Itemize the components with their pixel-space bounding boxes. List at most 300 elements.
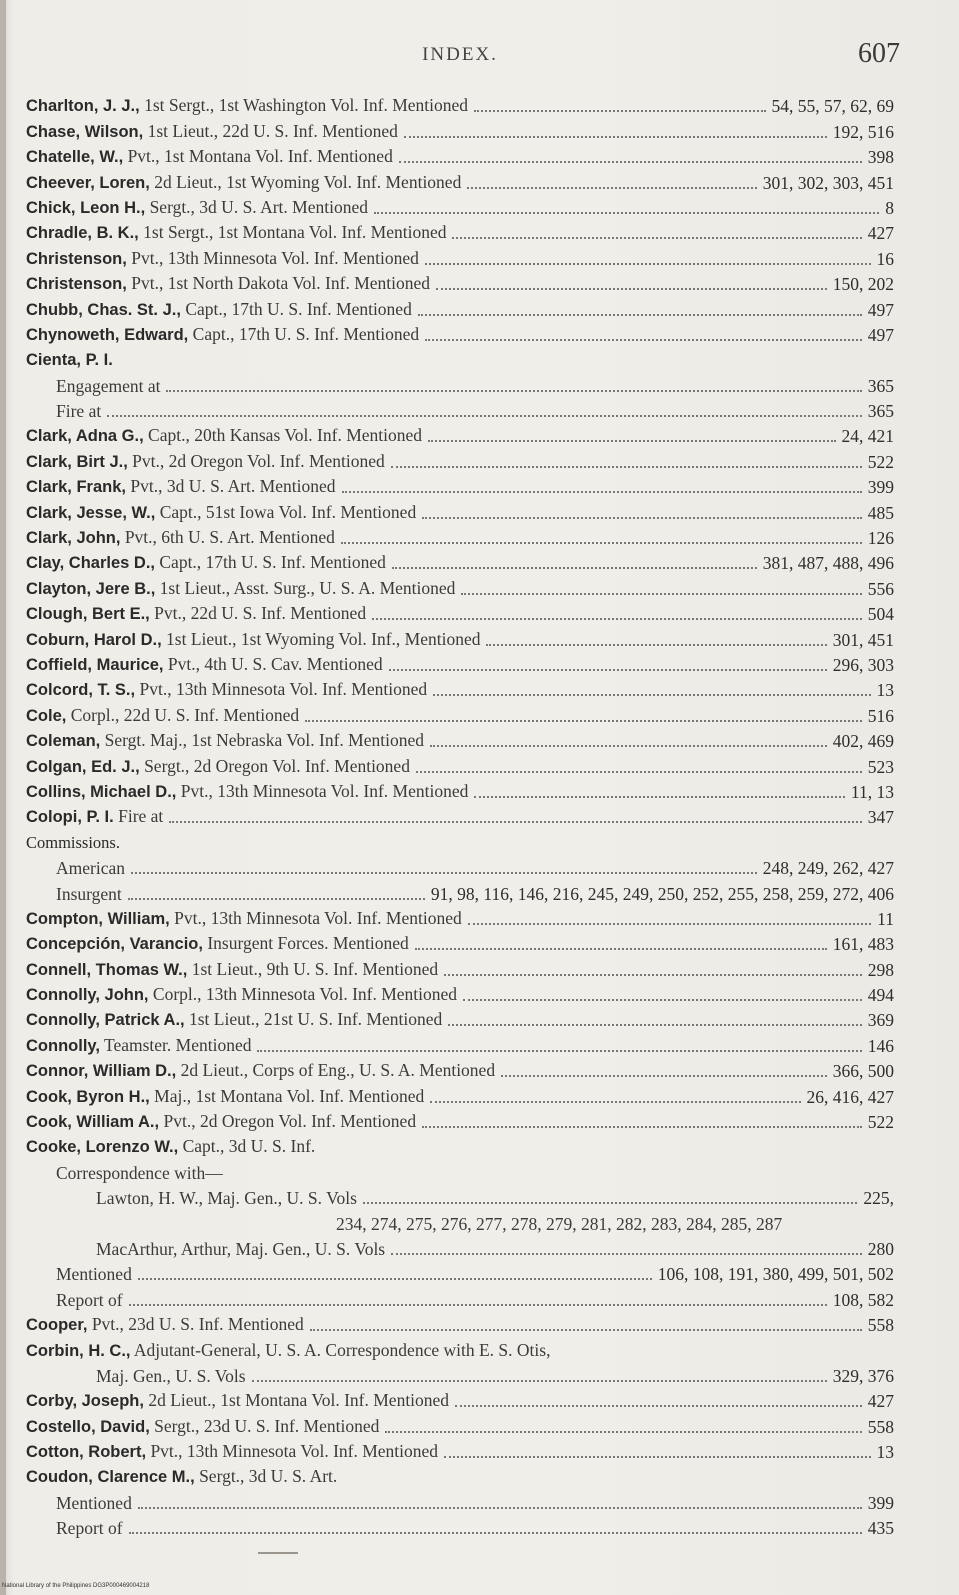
- entry-name: Chradle, B. K.,: [26, 224, 139, 243]
- index-entry: [26, 1184, 894, 1209]
- leader-dots: [444, 1456, 870, 1458]
- entry-text: [26, 1465, 337, 1488]
- entry-name: Coffield, Maurice,: [26, 655, 164, 674]
- leader-dots: [392, 567, 757, 569]
- entry-text: [336, 1213, 782, 1235]
- entry-name: Christenson,: [26, 249, 127, 268]
- leader-dots: [428, 440, 835, 442]
- entry-text: [26, 501, 416, 524]
- entry-pages: 298: [867, 959, 894, 980]
- entry-text: [56, 857, 125, 879]
- entry-pages: 558: [867, 1416, 894, 1437]
- index-entry: [26, 1235, 894, 1260]
- entry-description: MacArthur, Arthur, Maj. Gen., U. S. Vols: [96, 1238, 386, 1259]
- entry-pages: 54, 55, 57, 62, 69: [771, 96, 894, 117]
- leader-dots: [305, 720, 862, 722]
- entry-description: Mentioned: [56, 1264, 132, 1285]
- leader-dots: [129, 1304, 827, 1306]
- entry-name: Chynoweth, Edward,: [26, 325, 189, 344]
- index-entry: [26, 524, 894, 549]
- index-entry: [26, 447, 894, 472]
- entry-name: Christenson,: [26, 275, 127, 294]
- entry-pages: 369: [867, 1010, 894, 1031]
- footer-note: National Library of the Philippines DG3P000469004218: [2, 1583, 150, 1589]
- entry-name: Collins, Michael D.,: [26, 782, 177, 801]
- entry-description: Pvt., 13th Minnesota Vol. Inf. Mentioned: [169, 907, 462, 928]
- index-entry: [26, 1514, 894, 1539]
- index-entry: [26, 92, 894, 117]
- entry-pages: 108, 582: [832, 1289, 894, 1310]
- entry-name: Cooke, Lorenzo W.,: [26, 1138, 179, 1157]
- leader-dots: [342, 491, 862, 493]
- entry-text: [26, 526, 335, 549]
- entry-description: Correspondence with—: [56, 1162, 223, 1183]
- entry-text: [26, 577, 455, 600]
- entry-text: [26, 831, 120, 854]
- entry-name: Coleman,: [26, 732, 101, 751]
- leader-dots: [422, 517, 862, 519]
- index-entry: [26, 752, 894, 777]
- entry-description: 2d Lieut., 1st Montana Vol. Inf. Mentioned: [143, 1390, 450, 1411]
- entry-description: Capt., 17th U. S. Inf. Mentioned: [155, 552, 386, 573]
- leader-dots: [363, 1202, 857, 1204]
- entry-description: Maj. Gen., U. S. Vols: [96, 1365, 246, 1386]
- entry-text: [26, 1415, 379, 1438]
- entry-text: [26, 196, 368, 219]
- entry-description: Adjutant-General, U. S. A. Correspondence with E. S. Otis,: [130, 1339, 551, 1360]
- entry-name: Connolly, John,: [26, 986, 149, 1005]
- entry-text: [26, 272, 430, 295]
- entry-pages: 485: [867, 502, 894, 523]
- entry-description: Capt., 20th Kansas Vol. Inf. Mentioned: [143, 425, 423, 446]
- index-entry: [26, 828, 894, 853]
- entry-description: Sergt. Maj., 1st Nebraska Vol. Inf. Mentioned: [100, 730, 424, 751]
- entry-pages: 365: [867, 375, 894, 396]
- page-binding-edge: [0, 0, 6, 1595]
- entry-description: Capt., 3d U. S. Inf.: [178, 1136, 316, 1157]
- entry-name: Colopi, P. I.: [26, 808, 114, 827]
- leader-dots: [169, 821, 861, 823]
- entry-name: Chick, Leon H.,: [26, 198, 146, 217]
- entry-text: [26, 704, 299, 727]
- entry-name: Commissions.: [26, 832, 120, 852]
- leader-dots: [166, 390, 861, 392]
- entry-text: [26, 907, 462, 930]
- index-entry: [26, 1438, 894, 1463]
- entry-text: [26, 120, 398, 143]
- entry-text: [56, 1517, 123, 1539]
- entry-text: [26, 1339, 550, 1362]
- entry-name: Charlton, J. J.,: [26, 97, 140, 116]
- index-entries: [26, 92, 894, 1539]
- leader-dots: [486, 644, 826, 646]
- entry-description: Pvt., 1st Montana Vol. Inf. Mentioned: [123, 146, 393, 167]
- entry-text: [26, 323, 419, 346]
- index-entry: [26, 321, 894, 346]
- entry-text: [26, 1034, 251, 1057]
- entry-pages: 556: [867, 578, 894, 599]
- leader-dots: [474, 796, 845, 798]
- entry-pages: 13: [876, 680, 894, 701]
- index-entry: [26, 1260, 894, 1285]
- entry-name: Colgan, Ed. J.,: [26, 757, 140, 776]
- entry-pages: 427: [867, 223, 894, 244]
- entry-name: Corby, Joseph,: [26, 1392, 144, 1411]
- entry-description: Pvt., 4th U. S. Cav. Mentioned: [163, 653, 383, 674]
- index-entry: [26, 1133, 894, 1158]
- leader-dots: [418, 314, 862, 316]
- entry-pages: 225,: [863, 1188, 894, 1209]
- entry-text: [26, 348, 113, 371]
- entry-text: [26, 602, 366, 625]
- index-entry: [26, 244, 894, 269]
- leader-dots: [374, 212, 879, 214]
- entry-text: [26, 628, 480, 651]
- index-entry: [26, 1311, 894, 1336]
- entry-text: [96, 1365, 246, 1387]
- entry-name: Costello, David,: [26, 1417, 150, 1436]
- entry-description: 1st Lieut., 22d U. S. Inf. Mentioned: [143, 120, 398, 141]
- entry-name: Cook, William A.,: [26, 1113, 160, 1132]
- entry-description: Capt., 51st Iowa Vol. Inf. Mentioned: [155, 501, 417, 522]
- entry-pages: 301, 451: [832, 629, 894, 650]
- entry-text: [26, 983, 457, 1006]
- entry-text: [26, 145, 393, 168]
- entry-pages: 11, 13: [850, 781, 894, 802]
- entry-text: [96, 1187, 357, 1209]
- entry-text: [26, 551, 386, 574]
- leader-dots: [501, 1075, 827, 1077]
- entry-name: Chatelle, W.,: [26, 148, 124, 167]
- entry-text: [96, 1238, 385, 1260]
- entry-name: Corbin, H. C.,: [26, 1341, 131, 1360]
- index-entry: [26, 778, 894, 803]
- entry-description: Pvt., 6th U. S. Art. Mentioned: [120, 527, 335, 548]
- entry-pages: 329, 376: [832, 1365, 894, 1386]
- leader-dots: [463, 999, 862, 1001]
- entry-text: [26, 475, 336, 498]
- entry-description: Pvt., 13th Minnesota Vol. Inf. Mentioned: [146, 1441, 439, 1462]
- entry-text: [26, 1110, 416, 1133]
- index-entry: [26, 194, 894, 219]
- entry-name: Clark, Frank,: [26, 478, 126, 497]
- index-entry: [26, 371, 894, 396]
- entry-name: Chubb, Chas. St. J.,: [26, 300, 181, 319]
- leader-dots: [252, 1380, 827, 1382]
- index-entry: [26, 397, 894, 422]
- entry-text: [56, 400, 101, 422]
- entry-pages: 16: [876, 248, 894, 269]
- entry-description: Pvt., 23d U. S. Inf. Mentioned: [87, 1314, 304, 1335]
- entry-text: [26, 1085, 424, 1108]
- entry-description: Sergt., 23d U. S. Inf. Mentioned: [149, 1415, 380, 1436]
- entry-name: Coburn, Harol D.,: [26, 630, 162, 649]
- entry-description: Pvt., 1st North Dakota Vol. Inf. Mentioned: [126, 273, 431, 294]
- entry-pages: 161, 483: [832, 934, 894, 955]
- entry-text: [26, 755, 410, 778]
- entry-description: Capt., 17th U. S. Inf. Mentioned: [180, 298, 412, 319]
- leader-dots: [436, 288, 827, 290]
- index-entry: [26, 1108, 894, 1133]
- entry-description: Corpl., 22d U. S. Inf. Mentioned: [66, 704, 300, 725]
- entry-pages: 347: [867, 807, 894, 828]
- entry-pages: 497: [867, 299, 894, 320]
- index-entry: [26, 549, 894, 574]
- leader-dots: [310, 1329, 862, 1331]
- index-entry: [26, 1362, 894, 1387]
- index-entry: [26, 574, 894, 599]
- index-entry: [26, 879, 894, 904]
- index-entry: [26, 955, 894, 980]
- entry-pages: 150, 202: [832, 274, 894, 295]
- leader-dots: [391, 1253, 862, 1255]
- entry-description: Maj., 1st Montana Vol. Inf. Mentioned: [149, 1085, 425, 1106]
- leader-dots: [422, 1126, 862, 1128]
- entry-text: [26, 653, 383, 676]
- entry-name: Concepción, Varancio,: [26, 935, 203, 954]
- entry-text: [56, 1289, 123, 1311]
- entry-description: Pvt., 13th Minnesota Vol. Inf. Mentioned: [135, 679, 428, 700]
- entry-text: [26, 1008, 442, 1031]
- index-entry: [26, 219, 894, 244]
- leader-dots: [468, 923, 871, 925]
- entry-description: Insurgent Forces. Mentioned: [202, 933, 409, 954]
- entry-text: [26, 678, 427, 701]
- entry-description: Capt., 17th U. S. Inf. Mentioned: [188, 323, 420, 344]
- index-entry: [26, 1057, 894, 1082]
- entry-pages: 91, 98, 116, 146, 216, 245, 249, 250, 252, 255, 258, 259, 272, 406: [430, 883, 894, 904]
- index-entry: [26, 295, 894, 320]
- leader-dots: [257, 1050, 861, 1052]
- entry-description: Fire at: [56, 401, 102, 422]
- entry-description: Sergt., 2d Oregon Vol. Inf. Mentioned: [139, 755, 410, 776]
- entry-text: [56, 883, 122, 905]
- entry-pages: 8: [885, 197, 894, 218]
- leader-dots: [474, 110, 765, 112]
- index-entry: [26, 1488, 894, 1513]
- index-entry: [26, 422, 894, 447]
- entry-text: [26, 1135, 315, 1158]
- index-entry: [26, 651, 894, 676]
- entry-pages: 494: [867, 985, 894, 1006]
- entry-pages: 399: [867, 477, 894, 498]
- leader-dots: [416, 771, 862, 773]
- footer-rule: [258, 1552, 298, 1554]
- leader-dots: [467, 187, 756, 189]
- entry-pages: 126: [867, 528, 894, 549]
- index-entry: [26, 676, 894, 701]
- index-entry: [26, 473, 894, 498]
- entry-text: [26, 1313, 304, 1336]
- entry-description: 1st Lieut., 9th U. S. Inf. Mentioned: [187, 958, 439, 979]
- index-entry: [26, 600, 894, 625]
- index-entry: [26, 1031, 894, 1056]
- leader-dots: [128, 898, 425, 900]
- entry-name: Cienta, P. I.: [26, 351, 113, 370]
- entry-text: [26, 450, 385, 473]
- entry-pages: 365: [867, 401, 894, 422]
- entry-pages: 13: [876, 1442, 894, 1463]
- leader-dots: [404, 136, 827, 138]
- leader-dots: [138, 1278, 652, 1280]
- entry-name: Clayton, Jere B.,: [26, 579, 156, 598]
- page-number: 607: [858, 38, 900, 69]
- entry-text: [26, 298, 412, 321]
- entry-description: Lawton, H. W., Maj. Gen., U. S. Vols: [96, 1188, 357, 1209]
- entry-text: [26, 1440, 438, 1463]
- entry-name: Chase, Wilson,: [26, 122, 144, 141]
- index-entry: [26, 1412, 894, 1437]
- index-entry: [26, 625, 894, 650]
- entry-description: Pvt., 2d Oregon Vol. Inf. Mentioned: [127, 450, 385, 471]
- entry-pages: 26, 416, 427: [806, 1086, 894, 1107]
- entry-name: Colcord, T. S.,: [26, 681, 136, 700]
- leader-dots: [107, 415, 862, 417]
- entry-text: [26, 247, 419, 270]
- index-entry: [26, 1209, 894, 1234]
- entry-description: Pvt., 13th Minnesota Vol. Inf. Mentioned: [126, 247, 419, 268]
- entry-name: Cook, Byron H.,: [26, 1087, 150, 1106]
- entry-name: Compton, William,: [26, 909, 170, 928]
- entry-text: [26, 94, 468, 117]
- entry-name: Clark, Jesse, W.,: [26, 503, 156, 522]
- entry-pages: 398: [867, 147, 894, 168]
- entry-description: American: [56, 858, 125, 879]
- entry-pages: 192, 516: [832, 121, 894, 142]
- entry-description: Corpl., 13th Minnesota Vol. Inf. Mentioned: [148, 984, 458, 1005]
- index-entry: [26, 930, 894, 955]
- leader-dots: [415, 948, 827, 950]
- entry-pages: 497: [867, 324, 894, 345]
- entry-text: [56, 1263, 132, 1285]
- entry-description: 2d Lieut., 1st Wyoming Vol. Inf. Mentioned: [149, 171, 462, 192]
- entry-pages: 301, 302, 303, 451: [762, 172, 894, 193]
- entry-pages: 106, 108, 191, 380, 499, 501, 502: [657, 1264, 894, 1285]
- entry-name: Cooper,: [26, 1316, 88, 1335]
- entry-description: 2d Lieut., Corps of Eng., U. S. A. Mentioned: [176, 1060, 496, 1081]
- entry-pages: 296, 303: [832, 654, 894, 675]
- entry-pages: 523: [867, 756, 894, 777]
- index-entry: [26, 981, 894, 1006]
- entry-pages: 24, 421: [841, 426, 894, 447]
- entry-name: Cotton, Robert,: [26, 1443, 147, 1462]
- entry-name: Clark, Adna G.,: [26, 427, 144, 446]
- index-entry: [26, 701, 894, 726]
- index-entry: [26, 1285, 894, 1310]
- entry-text: [26, 780, 468, 803]
- leader-dots: [391, 466, 862, 468]
- leader-dots: [461, 593, 861, 595]
- entry-description: Report of: [56, 1289, 123, 1310]
- index-entry: [26, 1336, 894, 1361]
- entry-description: Fire at: [113, 806, 164, 827]
- entry-description: Teamster. Mentioned: [99, 1034, 252, 1055]
- leader-dots: [430, 1101, 800, 1103]
- leader-dots: [399, 161, 862, 163]
- leader-dots: [430, 745, 827, 747]
- entry-description: 1st Lieut., 21st U. S. Inf. Mentioned: [184, 1009, 443, 1030]
- leader-dots: [444, 974, 862, 976]
- leader-dots: [452, 237, 861, 239]
- entry-pages: 504: [867, 604, 894, 625]
- entry-name: Connor, William D.,: [26, 1062, 177, 1081]
- entry-text: [56, 1492, 132, 1514]
- entry-description: Pvt., 3d U. S. Art. Mentioned: [125, 476, 336, 497]
- index-entry: [26, 168, 894, 193]
- entry-text: [26, 171, 461, 194]
- leader-dots: [448, 1024, 862, 1026]
- leader-dots: [341, 542, 862, 544]
- entry-name: Clough, Bert E.,: [26, 605, 150, 624]
- leader-dots: [433, 694, 870, 696]
- index-entry: [26, 727, 894, 752]
- entry-pages: 248, 249, 262, 427: [762, 858, 894, 879]
- page-header: [20, 38, 900, 78]
- entry-pages: 522: [867, 1112, 894, 1133]
- entry-text: [26, 932, 409, 955]
- entry-description: 1st Lieut., 1st Wyoming Vol. Inf., Mentioned: [161, 628, 481, 649]
- entry-pages: 11: [877, 908, 894, 929]
- entry-pages: 366, 500: [832, 1061, 894, 1082]
- entry-text: [56, 375, 160, 397]
- entry-text: [26, 424, 422, 447]
- index-entry: [26, 117, 894, 142]
- entry-description: Engagement at: [56, 375, 161, 396]
- entry-pages: 435: [867, 1518, 894, 1539]
- index-entry: [26, 1158, 894, 1183]
- entry-name: Connolly,: [26, 1036, 100, 1055]
- entry-name: Clark, John,: [26, 529, 121, 548]
- entry-description: 1st Sergt., 1st Washington Vol. Inf. Mentioned: [139, 95, 469, 116]
- entry-description: 1st Sergt., 1st Montana Vol. Inf. Mentioned: [138, 222, 447, 243]
- leader-dots: [131, 872, 757, 874]
- entry-text: [26, 729, 424, 752]
- leader-dots: [385, 1431, 861, 1433]
- entry-description: Sergt., 3d U. S. Art.: [194, 1466, 338, 1487]
- entry-pages: 427: [867, 1391, 894, 1412]
- entry-description: Sergt., 3d U. S. Art. Mentioned: [145, 196, 368, 217]
- entry-text: [26, 1389, 449, 1412]
- index-entry: [26, 1006, 894, 1031]
- leader-dots: [425, 339, 862, 341]
- entry-description: Pvt., 22d U. S. Inf. Mentioned: [149, 603, 367, 624]
- index-entry: [26, 346, 894, 371]
- leader-dots: [425, 263, 871, 265]
- leader-dots: [455, 1405, 862, 1407]
- leader-dots: [138, 1507, 862, 1509]
- index-entry: [26, 1463, 894, 1488]
- index-entry: [26, 1387, 894, 1412]
- index-entry: [26, 854, 894, 879]
- entry-pages: 522: [867, 451, 894, 472]
- entry-pages: 402, 469: [832, 731, 894, 752]
- entry-description: 234, 274, 275, 276, 277, 278, 279, 281, 282, 283, 284, 285, 287: [336, 1213, 783, 1234]
- entry-name: Coudon, Clarence M.,: [26, 1468, 195, 1487]
- entry-name: Cole,: [26, 706, 67, 725]
- entry-pages: 280: [867, 1238, 894, 1259]
- leader-dots: [129, 1532, 862, 1534]
- entry-pages: 381, 487, 488, 496: [762, 553, 894, 574]
- entry-name: Connolly, Patrick A.,: [26, 1011, 185, 1030]
- entry-text: [56, 1162, 223, 1184]
- entry-description: 1st Lieut., Asst. Surg., U. S. A. Mentioned: [155, 577, 456, 598]
- entry-description: Mentioned: [56, 1492, 132, 1513]
- entry-description: Report of: [56, 1518, 123, 1539]
- entry-description: Pvt., 13th Minnesota Vol. Inf. Mentioned: [176, 780, 469, 801]
- index-entry: [26, 143, 894, 168]
- entry-pages: 516: [867, 705, 894, 726]
- entry-text: [26, 958, 438, 981]
